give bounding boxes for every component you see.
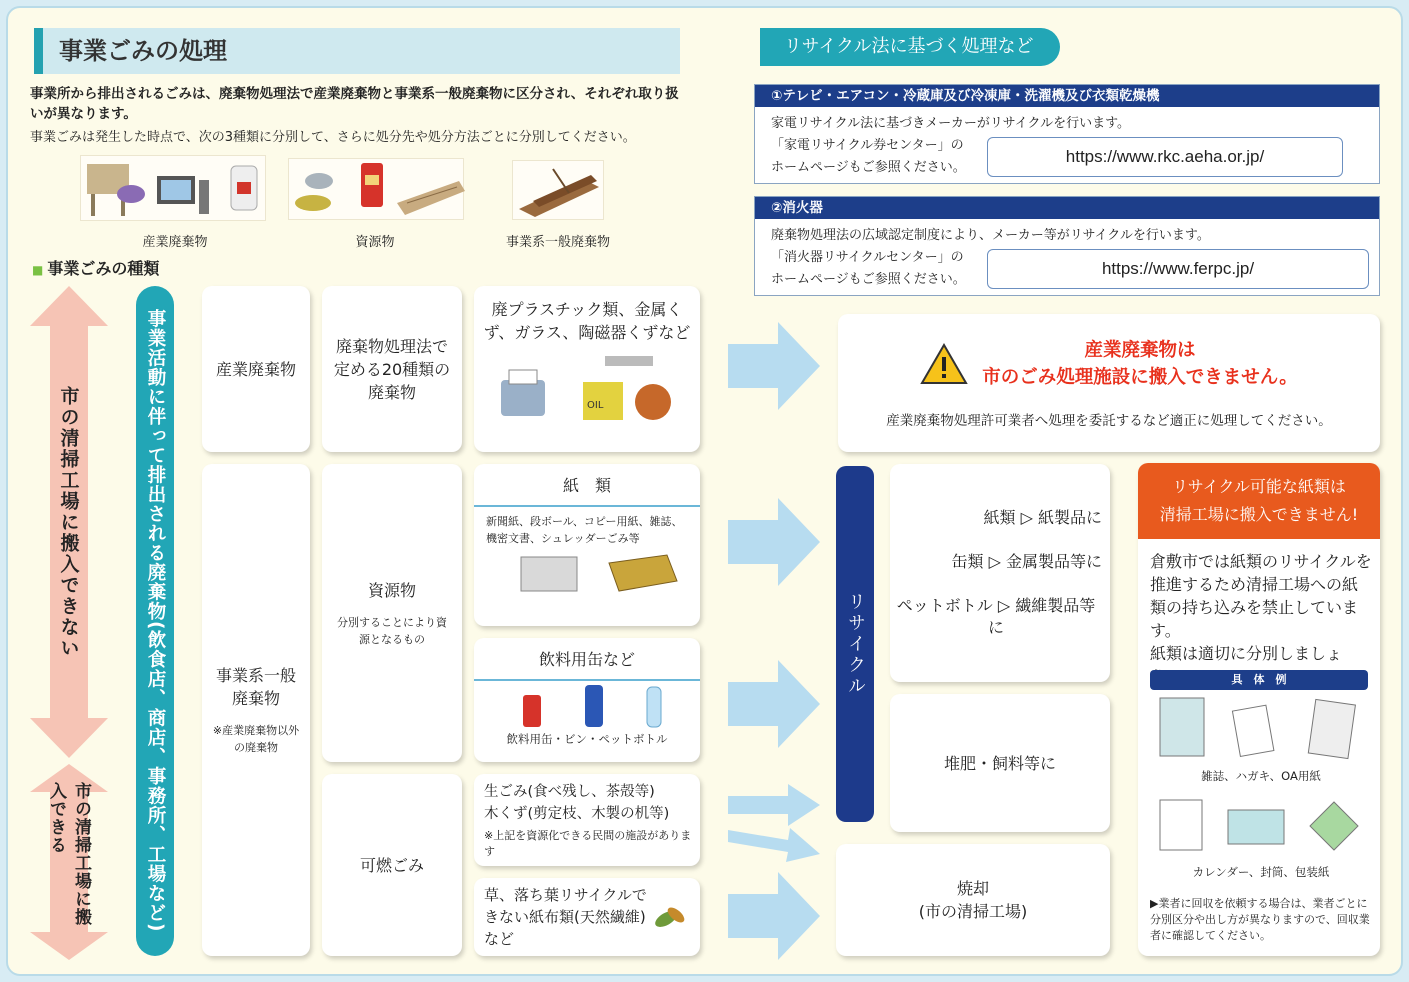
flow-arrow-4 [728, 784, 820, 826]
business-waste-bar: 事業活動に伴って排出される廃棄物(飲食店、商店、事務所、工場など) [136, 286, 174, 956]
recycle-law-title: リサイクル法に基づく処理など [760, 28, 1060, 66]
cans-card: 飲料用缶など 飲料用缶・ビン・ペットボトル [474, 638, 700, 762]
can-bring-arrow [30, 764, 108, 960]
paper-footnote: ▶業者に回収を依頼する場合は、業者ごとに分別区分や出し方が異なりますので、回収業者に確認してください。 [1150, 897, 1370, 942]
flow-arrow-6 [728, 872, 820, 960]
flow-arrow-1 [728, 322, 820, 410]
pic-label-industrial: 産業廃棄物 [142, 235, 208, 250]
incineration-card: 焼却 (市の清掃工場) [836, 844, 1110, 956]
grass-card: 草、落ち葉リサイクルできない紙布類(天然繊維)など [474, 878, 700, 956]
twenty-types-card: 廃棄物処理法で定める20種類の廃棄物 [322, 286, 462, 452]
pic-label-recyclable: 資源物 [355, 235, 395, 250]
intro-text-2: 事業ごみは発生した時点で、次の3種類に分別して、さらに処分先や処分方法ごとに分別してください。 [30, 130, 636, 145]
examples-caption-2: カレンダー、封筒、包装紙 [1192, 865, 1330, 879]
paper-notice-header: リサイクル可能な紙類は 清掃工場に搬入できません! [1138, 463, 1380, 539]
industrial-items-image [487, 350, 687, 430]
warning-line-1: 産業廃棄物は [1084, 340, 1196, 361]
paper-card: 紙 類 新聞紙、段ボール、コピー用紙、雑誌、機密文書、シュレッダーごみ等 [474, 464, 700, 626]
appliance-box: ①テレビ・エアコン・冷蔵庫及び冷凍庫・洗濯機及び衣類乾燥機 家電リサイクル法に基づきメーカーがリサイクルを行います。 「家電リサイクル券センター」の ホームページもご参照ください。 https://www.rkc.aeha.or.jp/ [754, 84, 1380, 184]
recyclable-card: 資源物 分別することにより資源となるもの [322, 464, 462, 762]
general-waste-image [512, 160, 604, 220]
recyclables-image [288, 158, 464, 220]
warning-card [838, 314, 1380, 452]
warning-icon [920, 343, 968, 385]
food-waste-card: 生ごみ(食べ残し、茶殻等) 木くず(剪定枝、木製の机等) ※上記を資源化できる民間の施設があります [474, 774, 700, 866]
industrial-items-card: 廃プラスチック類、金属くず、ガラス、陶磁器くずなど OIL [474, 286, 700, 452]
examples-caption-1: 雑誌、ハガキ、OA用紙 [1201, 769, 1321, 783]
industrial-waste-card: 産業廃棄物 [202, 286, 310, 452]
recycle-bar: リサイクル [836, 466, 874, 822]
flow-arrow-2 [728, 498, 820, 586]
ferpc-url-link[interactable]: https://www.ferpc.jp/ [987, 249, 1369, 289]
intro-text: 事業所から排出されるごみは、廃棄物処理法で産業廃棄物と事業系一般廃棄物に区分され、それぞれ取り扱いが異なります。 [30, 86, 679, 122]
industrial-waste-image [80, 155, 266, 221]
recycle-destinations-card: 紙類 ▷ 紙製品に 缶類 ▷ 金属製品等に ペットボトル ▷ 繊維製品等に [890, 464, 1110, 682]
cans-image [487, 681, 687, 731]
warning-line-2: 市のごみ処理施設に搬入できません。 [982, 367, 1298, 388]
pic-label-general: 事業系一般廃棄物 [505, 235, 610, 250]
cannot-bring-arrow [30, 286, 108, 758]
calendars-image [1152, 792, 1368, 858]
can-bring-label: 市の清掃工場に搬入できる [46, 782, 91, 926]
page-title: 事業ごみの処理 [34, 28, 680, 74]
leaves-icon [650, 897, 690, 937]
flow-arrow-3 [728, 660, 820, 748]
svg-text:OIL: OIL [587, 400, 604, 411]
burnable-card: 可燃ごみ [322, 774, 462, 956]
compost-card: 堆肥・飼料等に [890, 694, 1110, 832]
paper-image [487, 547, 687, 597]
warning-sub: 産業廃棄物処理許可業者へ処理を委託するなど適正に処理してください。 [886, 413, 1332, 429]
magazines-image [1152, 694, 1368, 764]
flow-arrow-5 [728, 826, 820, 862]
examples-label: 具 体 例 [1150, 670, 1368, 690]
cannot-bring-label: 市の清掃工場に搬入できない [57, 385, 80, 659]
rkc-url-link[interactable]: https://www.rkc.aeha.or.jp/ [987, 137, 1343, 177]
general-waste-card: 事業系一般廃棄物 ※産業廃棄物以外の廃棄物 [202, 464, 310, 956]
paper-notice-body: 倉敷市では紙類のリサイクルを推進するため清掃工場への紙類の持ち込みを禁止しています。 紙類は適切に分別しましょ [1150, 552, 1372, 663]
extinguisher-box: ②消火器 廃棄物処理法の広域認定制度により、メーカー等がリサイクルを行います。 「消火器リサイクルセンター」の ホームページもご参照ください。 https://www.ferpc.jp/ [754, 196, 1380, 296]
types-heading: ■ 事業ごみの種類 [32, 259, 160, 278]
